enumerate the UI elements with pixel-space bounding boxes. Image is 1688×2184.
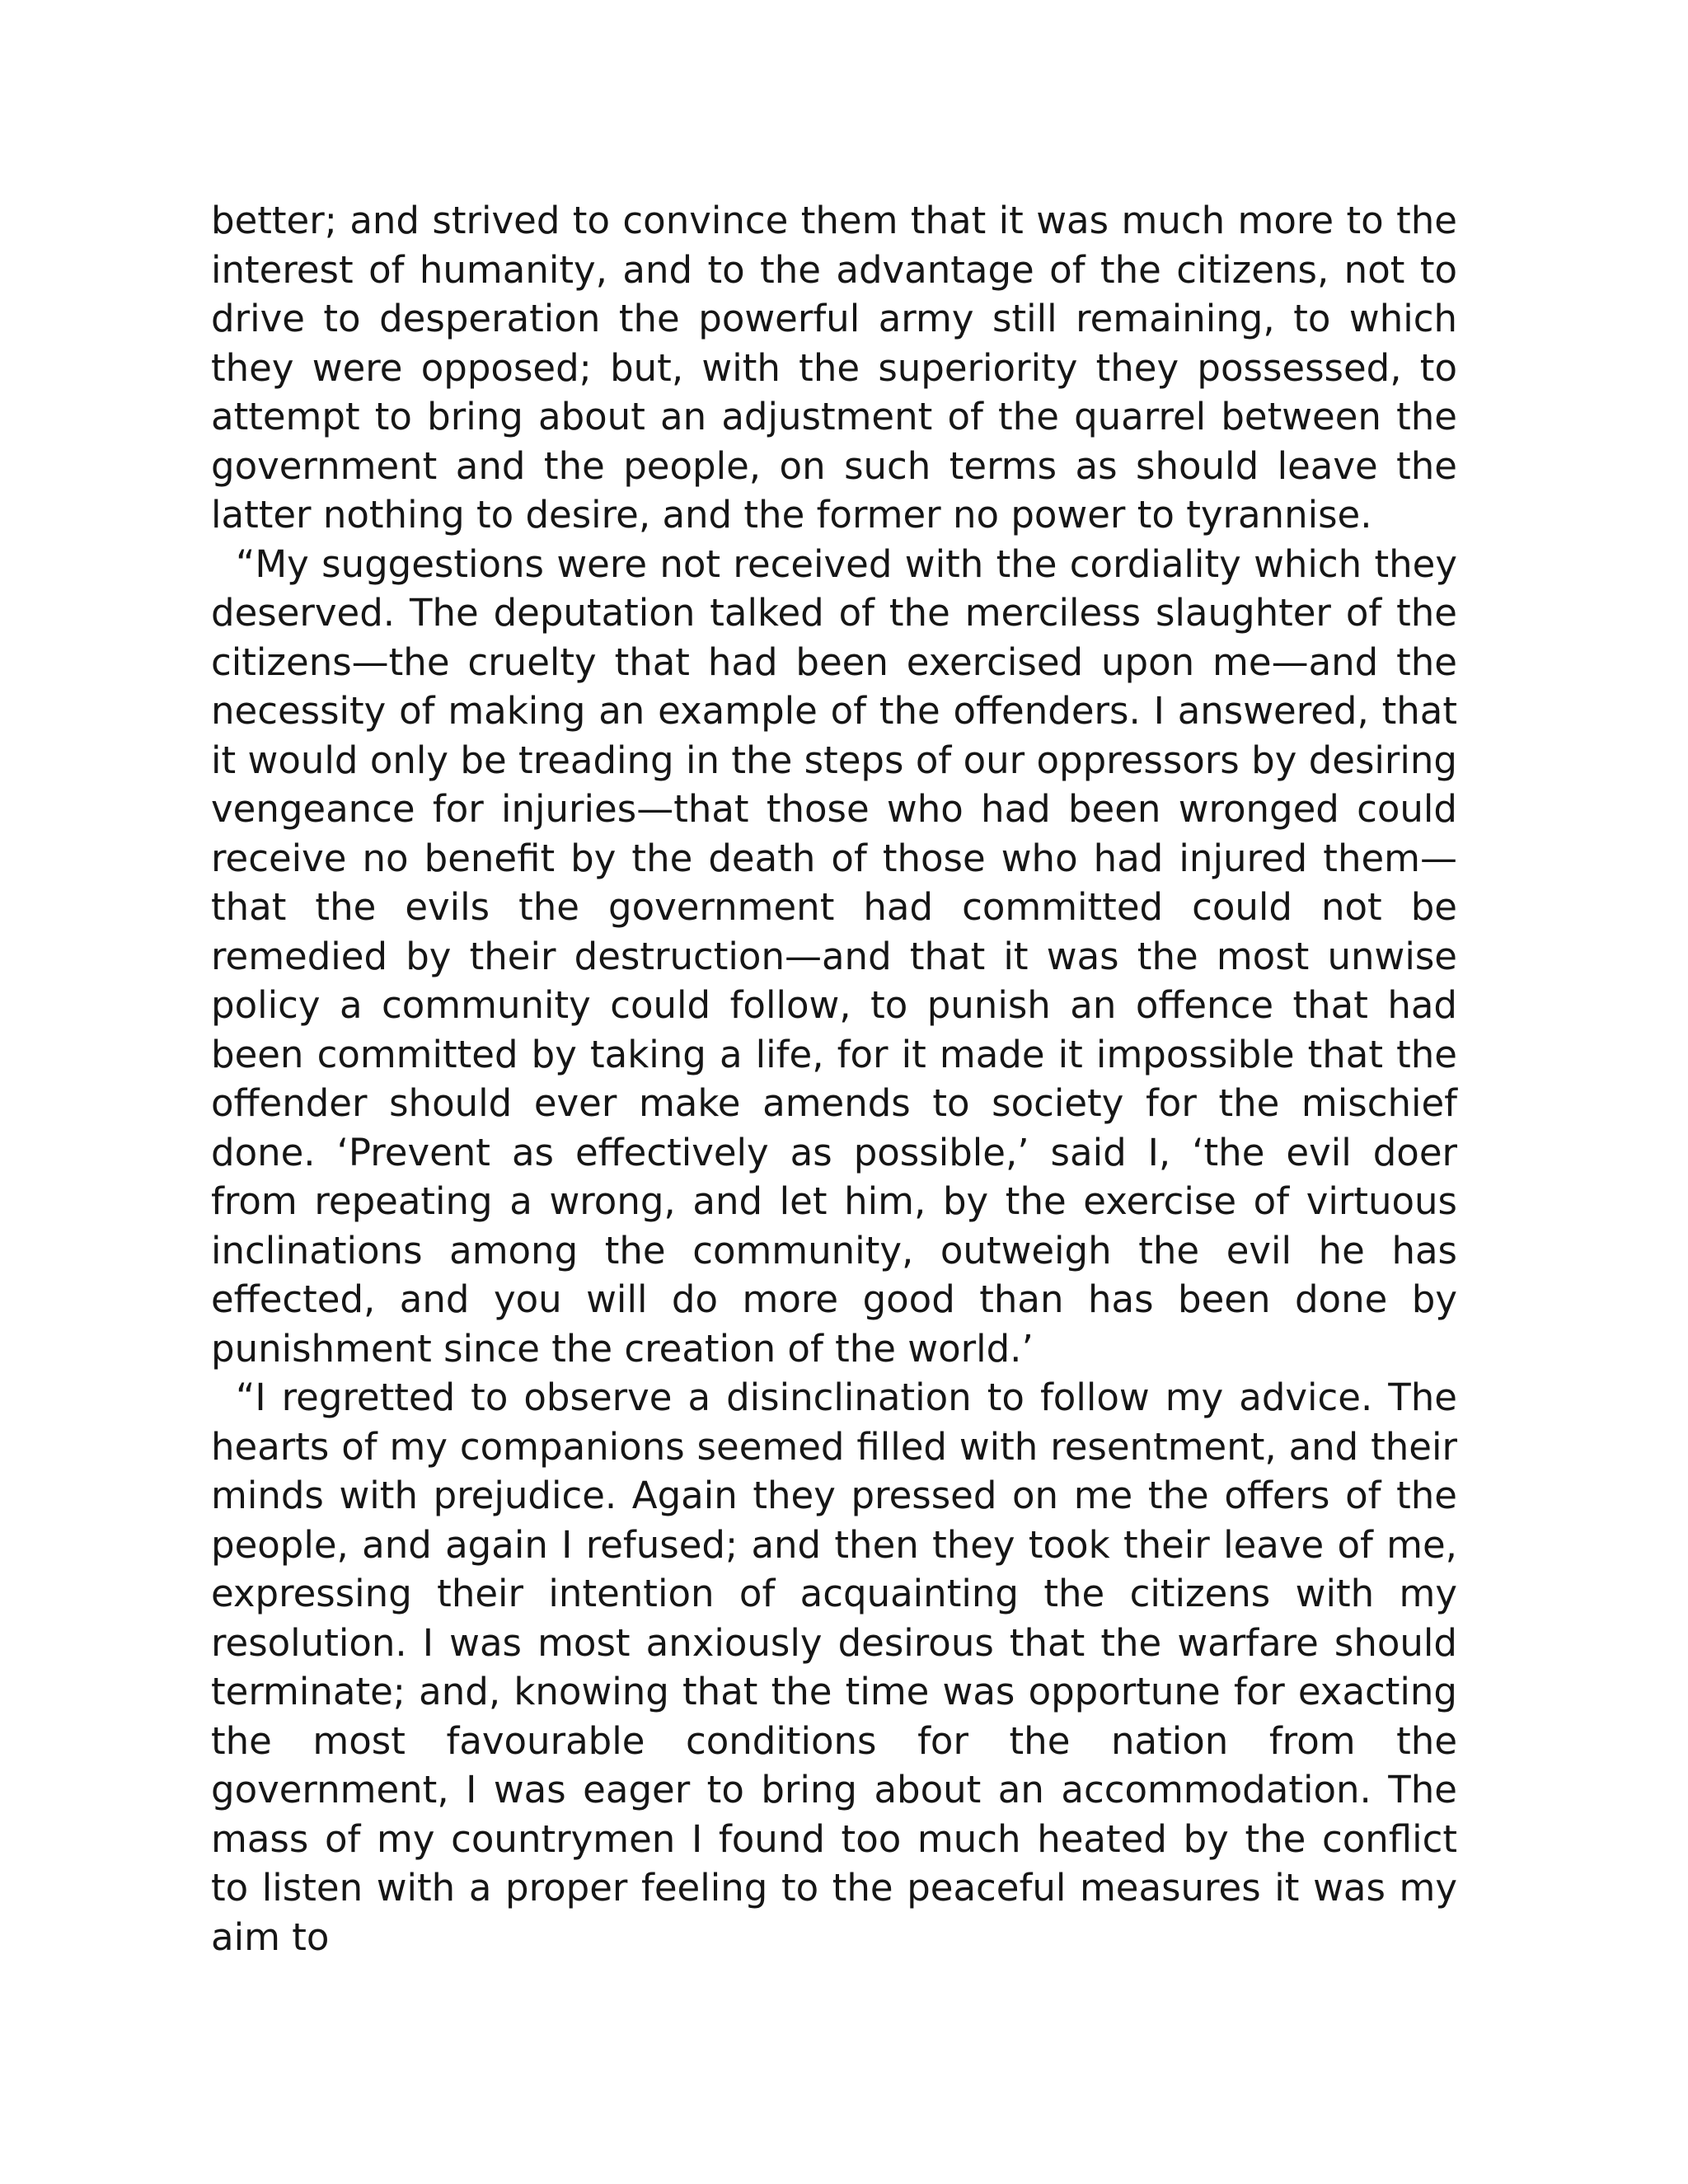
paragraph-regret: “I regretted to observe a disinclination to follow my advice. The hearts of my companions seemed filled with resentment, and their minds with prejudice. Again they pressed on me the offers of the people, and again I refused; and then they took their leave of me, expressing their intention of acquainting the citizens with my resolution. I was most anxiously desirous that the warfare should terminate; and, knowing that the time was opportune for exacting the most favourable conditions for the nation from the government, I was eager to bring about an accommodation. The mass of my countrymen I found too much heated by the conflict to listen with a proper feeling to the peaceful measures it was my aim to (211, 1376, 1457, 1959)
body-text (211, 196, 1457, 1961)
paragraph-continuation: better; and strived to convince them that it was much more to the interest of humanity, and to the advantage of the citizens, not to drive to desperation the powerful army still remaining, to which they were opposed; but, with the superiority they possessed, to attempt to bring about an adjustment of the quarrel between the government and the people, on such terms as should leave the latter nothing to desire, and the former no power to tyrannise. (211, 199, 1457, 537)
paragraph-suggestions: “My suggestions were not received with the cordiality which they deserved. The deputation talked of the merciless slaughter of the citizens—the cruelty that had been exercised upon me—and the necessity of making an example of the offenders. I answered, that it would only be treading in the steps of our oppressors by desiring vengeance for injuries—that those who had been wronged could receive no benefit by the death of those who had injured them—that the evils the government had committed could not be remedied by their destruction—and that it was the most unwise policy a community could follow, to punish an offence that had been committed by taking a life, for it made it impossible that the offender should ever make amends to society for the mischief done. ‘Prevent as effectively as possible,’ said I, ‘the evil doer from repeating a wrong, and let him, by the exercise of virtuous inclinations among the community, outweigh the evil he has effected, and you will do more good than has been done by punishment since the creation of the world.’ (211, 541, 1457, 1371)
